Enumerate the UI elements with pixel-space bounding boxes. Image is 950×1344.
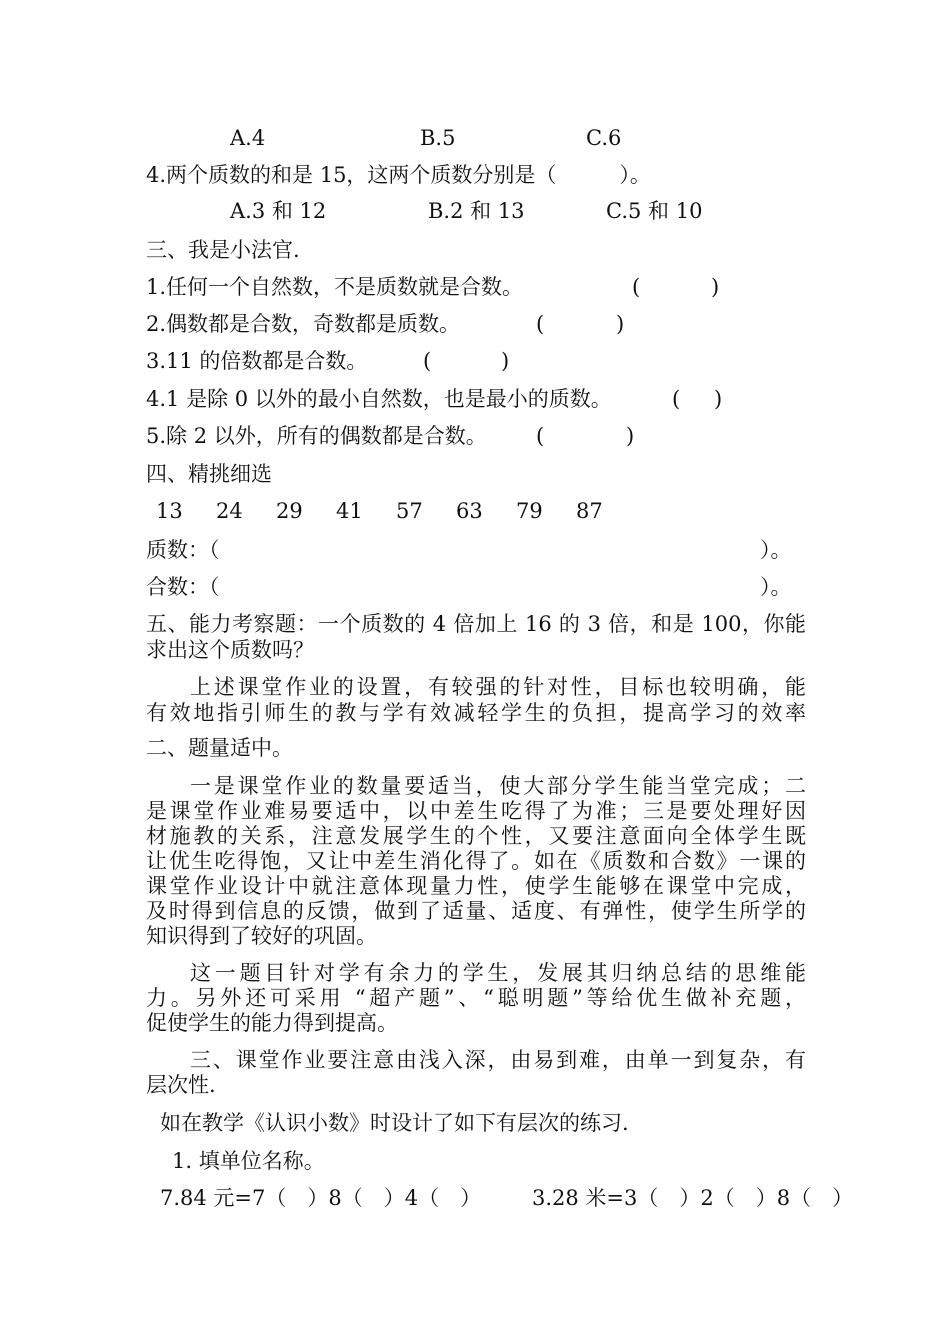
paren-open: ( [536,312,545,336]
paren-open: ( [632,275,641,299]
paragraph-line: 课堂作业设计中就注意体现量力性，使学生能够在课堂中完成， [146,874,806,898]
option-b: B.2 和 13 [428,199,525,223]
exercise-left: 7.84 元=7（ ）8（ ）4（ ） [160,1186,482,1210]
paren-open: ( [423,349,432,373]
number-item: 79 [516,499,543,523]
paren-close: ) [626,424,635,448]
composite-label: 合数：（ [146,575,220,599]
number-item: 13 [156,499,183,523]
composite-tail: ）。 [760,575,792,599]
option-b: B.5 [420,126,456,150]
paren-open: ( [672,387,681,411]
paragraph-line: 这一题目针对学有余力的学生，发展其归纳总结的思维能 [190,961,806,985]
paragraph-line: 三、课堂作业要注意由浅入深，由易到难，由单一到复杂，有 [190,1048,806,1072]
prime-tail: ）。 [760,538,792,562]
section-5-line-1: 五、能力考察题：一个质数的 4 倍加上 16 的 3 倍，和是 100，你能 [146,612,806,636]
paragraph-line: 如在教学《认识小数》时设计了如下有层次的练习. [160,1111,629,1135]
paragraph-line: 力。另外还可采用 “超产题”、“聪明题”等给优生做补充题， [146,986,806,1010]
judge-item-2: 2.偶数都是合数，奇数都是质数。 [146,312,461,336]
prime-label: 质数：（ [146,538,220,562]
number-item: 57 [396,499,423,523]
judge-item-4: 4.1 是除 0 以外的最小自然数，也是最小的质数。 [146,387,612,411]
paragraph-line: 促使学生的能力得到提高。 [146,1011,398,1035]
paren-close: ) [616,312,625,336]
paragraph-line: 上述课堂作业的设置，有较强的针对性，目标也较明确，能 [190,675,806,699]
number-item: 24 [216,499,243,523]
number-item: 63 [456,499,483,523]
option-a: A.4 [230,126,266,150]
paren-close: ) [501,349,510,373]
option-a: A.3 和 12 [230,199,327,223]
paragraph-line: 一是课堂作业的数量要适当，使大部分学生能当堂完成；二 [190,774,806,798]
exercise-title: 1. 填单位名称。 [172,1149,325,1173]
option-c: C.5 和 10 [606,199,703,223]
paragraph-line: 知识得到了较好的巩固。 [146,924,377,948]
judge-item-1: 1.任何一个自然数，不是质数就是合数。 [146,275,524,299]
number-item: 29 [276,499,303,523]
judge-item-5: 5.除 2 以外，所有的偶数都是合数。 [146,424,487,448]
section-heading: 三、我是小法官. [146,238,300,262]
paragraph-line: 是课堂作业难易要适中，以中差生吃得了为准；三是要处理好因 [146,799,806,823]
paren-close: ) [714,387,723,411]
paragraph-line: 材施教的关系，注意发展学生的个性，又要注意面向全体学生既 [146,824,806,848]
paragraph-line: 及时得到信息的反馈，做到了适量、适度、有弹性，使学生所学的 [146,899,806,923]
judge-item-3: 3.11 的倍数都是合数。 [146,349,368,373]
paren-close: ) [711,275,720,299]
number-item: 87 [576,499,603,523]
section-heading: 二、题量适中。 [146,736,293,760]
exercise-right: 3.28 米=3（ ）2（ ）8（ ） [532,1186,854,1210]
paren-open: ( [536,424,545,448]
number-item: 41 [336,499,363,523]
question-4: 4.两个质数的和是 15，这两个质数分别是（ ）。 [146,163,651,187]
section-5-line-2: 求出这个质数吗？ [146,638,314,662]
paragraph-line: 让优生吃得饱，又让中差生消化得了。如在《质数和合数》一课的 [146,849,806,873]
option-c: C.6 [586,126,622,150]
paragraph-line: 有效地指引师生的教与学有效减轻学生的负担，提高学习的效率 [146,701,806,725]
section-heading: 四、精挑细选 [146,462,272,486]
paragraph-line: 层次性. [146,1073,216,1097]
